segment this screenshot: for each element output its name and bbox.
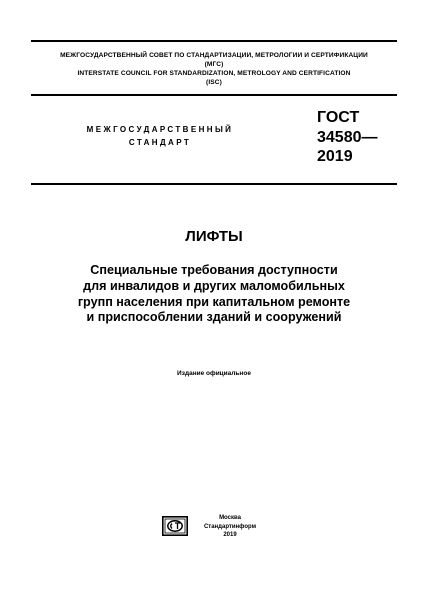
council-name-en: INTERSTATE COUNCIL FOR STANDARDIZATION, METROLOGY AND CERTIFICATION — [77, 70, 351, 77]
standard-type — [60, 123, 260, 149]
edition-note: Издание официальное — [177, 370, 251, 377]
council-abbr-ru: (МГС) — [204, 61, 224, 68]
designation-number: 34580— — [317, 128, 378, 146]
subtitle-line: групп населения при капитальном ремонте — [77, 294, 351, 309]
publisher-year: 2019 — [223, 532, 237, 538]
document-title: ЛИФТЫ — [185, 228, 243, 245]
standard-designation — [317, 108, 378, 167]
publisher-name: Стандартинформ — [203, 523, 257, 530]
standartinform-logo-icon — [162, 516, 188, 536]
top-rule — [31, 40, 397, 42]
designation-prefix: ГОСТ — [317, 109, 360, 126]
subtitle-line: и приспособлении зданий и сооружений — [86, 310, 342, 325]
council-name-ru: МЕЖГОСУДАРСТВЕННЫЙ СОВЕТ ПО СТАНДАРТИЗАЦИИ, МЕТРОЛОГИИ И СЕРТИФИКАЦИИ — [60, 52, 368, 59]
council-abbr-en: (ISC) — [206, 79, 222, 86]
standard-type-line2: СТАНДАРТ — [128, 138, 192, 147]
council-name-block — [31, 51, 397, 87]
council-divider-rule — [31, 94, 397, 96]
subtitle-line: Специальные требования доступности — [90, 263, 338, 277]
header-divider-rule — [31, 183, 397, 185]
document-subtitle — [31, 263, 397, 326]
publisher-block — [196, 514, 264, 540]
subtitle-line: для инвалидов и других маломобильных — [83, 278, 345, 293]
publisher-city: Москва — [219, 515, 241, 521]
standard-type-line1: МЕЖГОСУДАРСТВЕННЫЙ — [86, 125, 234, 134]
designation-year: 2019 — [317, 148, 353, 165]
